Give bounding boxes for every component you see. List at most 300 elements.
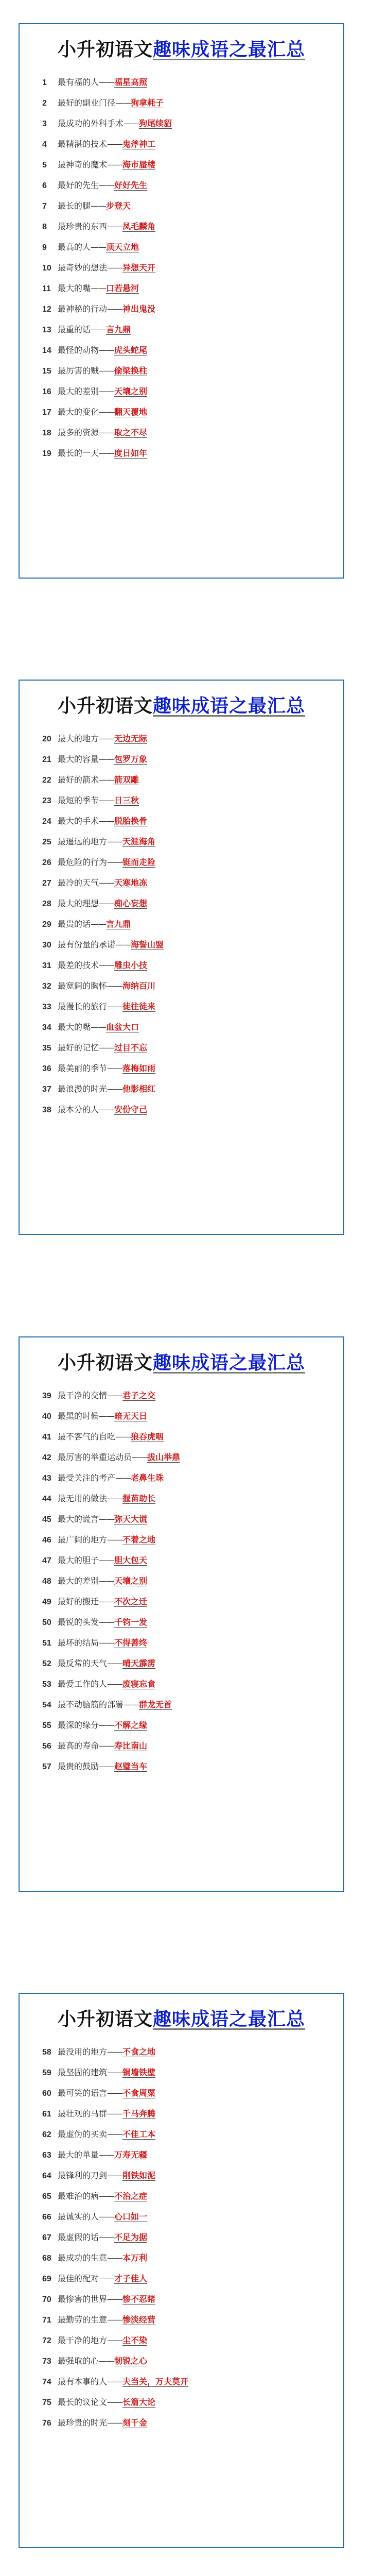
item-answer: 虎头蛇尾	[114, 345, 148, 355]
item-question: 最虚假的话	[58, 2232, 99, 2243]
item-dash: ——	[99, 448, 115, 459]
list-item	[42, 2310, 343, 2330]
list-item	[42, 2083, 343, 2104]
item-question: 最锐的头发	[58, 1617, 99, 1628]
item-question: 最厉害的贼	[58, 366, 99, 376]
item-number: 25	[42, 838, 51, 847]
title-prefix: 小升初语文	[57, 2008, 153, 2030]
item-number: 17	[42, 408, 51, 417]
list-item	[42, 2145, 343, 2165]
item-answer: 铜墙铁壁	[122, 2067, 156, 2078]
page-title	[20, 2008, 343, 2030]
item-question: 最爱工作的人	[58, 1679, 108, 1689]
list-item	[42, 196, 343, 216]
item-dash: ——	[107, 2253, 123, 2263]
item-answer: 夫当关，万夫莫开	[122, 2377, 189, 2387]
item-answer: 海誓山盟	[131, 940, 164, 950]
item-answer: 不着之地	[122, 1535, 156, 1545]
list-item	[42, 72, 343, 93]
item-answer: 天壤之别	[114, 386, 148, 397]
item-dash: ——	[107, 1494, 123, 1504]
item-dash: ——	[99, 960, 115, 971]
item-question: 最勤劳的生意	[58, 2315, 108, 2325]
list-item	[42, 1447, 343, 1468]
item-answer: 赵璧当车	[114, 1761, 148, 1772]
item-dash: ——	[99, 77, 115, 88]
item-number: 76	[42, 2419, 51, 2428]
item-answer: 狗拿耗子	[131, 98, 164, 108]
item-dash: ——	[99, 1576, 115, 1586]
item-dash: ——	[91, 283, 107, 294]
document-page	[19, 680, 344, 1235]
list-item	[42, 749, 343, 770]
item-question: 最宽阔的胸怀	[58, 981, 108, 991]
item-question: 最大的嘴	[58, 283, 91, 294]
list-item	[42, 1017, 343, 1038]
item-dash: ——	[99, 878, 115, 888]
item-answer: 君子之交	[122, 1391, 156, 1401]
item-question: 最珍贵的时光	[58, 2418, 108, 2428]
item-dash: ——	[107, 1658, 123, 1669]
list-item	[42, 914, 343, 935]
item-answer: 箭双雕	[114, 775, 139, 785]
item-number: 54	[42, 1701, 51, 1710]
item-answer: 异想天开	[122, 263, 156, 273]
item-dash: ——	[107, 2088, 123, 2098]
page-title	[20, 695, 343, 717]
item-dash: ——	[99, 1741, 115, 1751]
list-item	[42, 2371, 343, 2392]
item-number: 59	[42, 2069, 51, 2078]
list-item	[42, 1694, 343, 1715]
item-question: 最没用的地方	[58, 2047, 108, 2057]
list-item	[42, 340, 343, 361]
item-answer: 不足为据	[114, 2232, 148, 2243]
list-item	[42, 1591, 343, 1612]
item-answer: 度日如年	[114, 448, 148, 459]
item-dash: ——	[107, 837, 123, 847]
item-number: 71	[42, 2316, 51, 2325]
item-dash: ——	[107, 2335, 123, 2346]
item-dash: ——	[99, 1761, 115, 1772]
item-dash: ——	[99, 2232, 115, 2243]
item-question: 最好的记忆	[58, 1043, 99, 1053]
item-dash: ——	[99, 899, 115, 909]
item-dash: ——	[99, 1720, 115, 1731]
item-number: 7	[42, 202, 47, 211]
page-title	[20, 1352, 343, 1374]
item-dash: ——	[107, 2294, 123, 2304]
item-question: 最神秘的行动	[58, 304, 108, 314]
item-question: 最坚固的建筑	[58, 2067, 108, 2078]
item-number: 68	[42, 2254, 51, 2263]
item-question: 最冷的天气	[58, 878, 99, 888]
title-highlight: 趣味成语之最汇总	[153, 1352, 306, 1374]
item-number: 51	[42, 1639, 51, 1648]
item-question: 最贵的鼓励	[58, 1761, 99, 1772]
item-dash: ——	[107, 1084, 123, 1094]
item-question: 最大的容量	[58, 754, 99, 765]
list-item	[42, 1633, 343, 1653]
item-answer: 翻天覆地	[114, 407, 148, 417]
item-number: 30	[42, 941, 51, 950]
list-item	[42, 258, 343, 278]
list-item	[42, 1756, 343, 1777]
item-dash: ——	[107, 2171, 123, 2181]
item-number: 66	[42, 2213, 51, 2222]
item-number: 2	[42, 99, 47, 108]
item-answer: 狼吞虎咽	[131, 1432, 164, 1442]
item-dash: ——	[99, 2274, 115, 2284]
item-answer: 海纳百川	[122, 981, 156, 991]
item-dash: ——	[107, 2109, 123, 2119]
item-question: 最漫长的旅行	[58, 1002, 108, 1012]
item-number: 12	[42, 305, 51, 314]
item-dash: ——	[99, 428, 115, 438]
item-answer: 铤而走险	[122, 857, 156, 868]
item-dash: ——	[99, 1555, 115, 1566]
item-answer: 落梅如雨	[122, 1063, 156, 1074]
item-number: 57	[42, 1762, 51, 1772]
list-item	[42, 893, 343, 914]
item-dash: ——	[107, 139, 123, 149]
item-question: 最大的单量	[58, 2150, 99, 2160]
item-answer: 他影相红	[122, 1084, 156, 1094]
item-question: 最反常的天气	[58, 1658, 108, 1669]
list-item	[42, 1058, 343, 1079]
item-answer: 弥天大谎	[114, 1514, 148, 1524]
item-question: 最美丽的季节	[58, 1063, 108, 1074]
list-item	[42, 299, 343, 319]
item-number: 14	[42, 346, 51, 355]
item-dash: ——	[107, 2067, 123, 2078]
item-dash: ——	[99, 2356, 115, 2366]
item-answer: 刻千金	[122, 2418, 148, 2428]
idiom-list	[20, 728, 343, 1120]
item-question: 最本分的人	[58, 1105, 99, 1115]
item-question: 最好的副业门径	[58, 98, 116, 108]
list-item	[42, 770, 343, 790]
item-question: 最厉害的举重运动员	[58, 1452, 132, 1463]
item-question: 最诚实的人	[58, 2212, 99, 2222]
item-number: 9	[42, 243, 47, 252]
item-number: 4	[42, 140, 47, 149]
item-number: 44	[42, 1495, 51, 1504]
item-answer: 过目不忘	[114, 1043, 148, 1053]
item-question: 最广阔的地方	[58, 1535, 108, 1545]
item-answer: 万寿无疆	[114, 2150, 148, 2160]
list-item	[42, 402, 343, 422]
item-question: 最受关注的考产	[58, 1473, 116, 1483]
item-number: 52	[42, 1659, 51, 1669]
item-question: 最有福的人	[58, 77, 99, 88]
item-answer: 福星高照	[114, 77, 148, 88]
item-answer: 不得善终	[114, 1638, 148, 1648]
list-item	[42, 1079, 343, 1099]
list-item	[42, 852, 343, 873]
item-number: 61	[42, 2110, 51, 2119]
item-number: 63	[42, 2151, 51, 2160]
list-item	[42, 1736, 343, 1756]
list-item	[42, 2248, 343, 2268]
item-question: 最大的差别	[58, 1576, 99, 1586]
item-number: 19	[42, 449, 51, 459]
item-number: 67	[42, 2233, 51, 2243]
item-question: 最黑的时候	[58, 1411, 99, 1421]
item-number: 60	[42, 2089, 51, 2098]
item-number: 55	[42, 1721, 51, 1731]
item-dash: ——	[115, 940, 131, 950]
list-item	[42, 443, 343, 464]
item-answer: 惨淡经营	[122, 2315, 156, 2325]
item-dash: ——	[132, 1452, 148, 1463]
title-highlight: 趣味成语之最汇总	[153, 2008, 306, 2030]
list-item	[42, 1385, 343, 1406]
item-dash: ——	[107, 2377, 123, 2387]
item-dash: ——	[99, 2191, 115, 2201]
item-number: 65	[42, 2192, 51, 2201]
item-dash: ——	[115, 1432, 131, 1442]
item-question: 最不动脑筋的部署	[58, 1700, 124, 1710]
item-number: 5	[42, 161, 47, 170]
list-item	[42, 1530, 343, 1550]
item-question: 最危险的行为	[58, 857, 108, 868]
item-number: 42	[42, 1453, 51, 1463]
item-answer: 揠苗助长	[122, 1494, 156, 1504]
item-number: 24	[42, 817, 51, 826]
item-answer: 言九鼎	[106, 325, 131, 335]
item-question: 最有本事的人	[58, 2377, 108, 2387]
item-answer: 拔山举鼎	[147, 1452, 181, 1463]
item-answer: 晴天霹雳	[122, 1658, 156, 1669]
title-prefix: 小升初语文	[57, 1352, 153, 1374]
list-item	[42, 216, 343, 237]
item-question: 最干净的地方	[58, 2335, 108, 2346]
item-dash: ——	[99, 2150, 115, 2160]
item-number: 27	[42, 879, 51, 888]
item-answer: 包罗万象	[114, 754, 148, 765]
document-page	[19, 23, 344, 579]
item-question: 最有份量的承诺	[58, 940, 116, 950]
item-number: 33	[42, 1003, 51, 1012]
item-question: 最难治的病	[58, 2191, 99, 2201]
item-number: 28	[42, 900, 51, 909]
item-dash: ——	[99, 2212, 115, 2222]
item-answer: 海市蜃楼	[122, 160, 156, 170]
item-question: 最深的缘分	[58, 1720, 99, 1731]
item-number: 49	[42, 1598, 51, 1607]
item-answer: 暗无天日	[114, 1411, 148, 1421]
item-answer: 天涯海角	[122, 837, 156, 847]
item-question: 最长的一天	[58, 448, 99, 459]
item-question: 最成功的生意	[58, 2253, 108, 2263]
item-question: 最不客气的自吃	[58, 1432, 116, 1442]
item-dash: ——	[99, 407, 115, 417]
list-item	[42, 93, 343, 113]
list-item	[42, 1099, 343, 1120]
item-answer: 削铁如泥	[122, 2171, 156, 2181]
item-dash: ——	[99, 1597, 115, 1607]
item-number: 16	[42, 387, 51, 397]
item-dash: ——	[107, 263, 123, 273]
item-answer: 狗尾续貂	[139, 118, 172, 129]
item-answer: 尘不染	[122, 2335, 148, 2346]
item-dash: ——	[99, 1411, 115, 1421]
item-number: 58	[42, 2048, 51, 2057]
list-item	[42, 1674, 343, 1694]
list-item	[42, 2165, 343, 2186]
item-question: 最干净的交情	[58, 1391, 108, 1401]
item-answer: 无边无际	[114, 734, 148, 744]
item-question: 最大的变化	[58, 407, 99, 417]
item-dash: ——	[99, 386, 115, 397]
item-number: 3	[42, 120, 47, 129]
item-answer: 不食周粟	[122, 2088, 156, 2098]
list-item	[42, 1488, 343, 1509]
item-number: 46	[42, 1536, 51, 1545]
item-dash: ——	[107, 2129, 123, 2140]
item-question: 最差的技术	[58, 960, 99, 971]
item-answer: 寿比南山	[114, 1741, 148, 1751]
item-question: 最精湛的技术	[58, 139, 108, 149]
item-question: 最虚伪的买卖	[58, 2129, 108, 2140]
list-item	[42, 873, 343, 893]
item-dash: ——	[99, 1105, 115, 1115]
item-number: 75	[42, 2398, 51, 2408]
item-question: 最大的理想	[58, 899, 99, 909]
item-answer: 不食之地	[122, 2047, 156, 2057]
item-question: 最好的先生	[58, 180, 99, 191]
item-answer: 胆大包天	[114, 1555, 148, 1566]
item-question: 最大的胆子	[58, 1555, 99, 1566]
list-item	[42, 2042, 343, 2062]
item-question: 最无用的做法	[58, 1494, 108, 1504]
list-item	[42, 155, 343, 175]
item-dash: ——	[91, 201, 107, 211]
item-number: 43	[42, 1474, 51, 1483]
list-item	[42, 955, 343, 976]
item-dash: ——	[124, 1700, 139, 1710]
item-dash: ——	[99, 180, 115, 191]
list-item	[42, 1571, 343, 1591]
item-answer: 废寝忘食	[122, 1679, 156, 1689]
item-dash: ——	[91, 325, 107, 335]
item-number: 6	[42, 181, 47, 191]
item-number: 23	[42, 796, 51, 806]
item-answer: 长篇大论	[122, 2397, 156, 2408]
list-item	[42, 422, 343, 443]
item-answer: 老鼻生珠	[131, 1473, 164, 1483]
item-answer: 鬼斧神工	[122, 139, 156, 149]
item-question: 最大的谎言	[58, 1514, 99, 1524]
item-answer: 安份守己	[114, 1105, 148, 1115]
item-number: 47	[42, 1556, 51, 1566]
item-dash: ——	[107, 222, 123, 232]
item-dash: ——	[99, 816, 115, 826]
item-dash: ——	[99, 366, 115, 376]
item-question: 最大的差别	[58, 386, 99, 397]
list-item	[42, 361, 343, 381]
item-number: 21	[42, 755, 51, 765]
item-dash: ——	[124, 118, 139, 129]
item-number: 10	[42, 264, 51, 273]
item-number: 74	[42, 2378, 51, 2387]
list-item	[42, 2104, 343, 2124]
list-item	[42, 2413, 343, 2433]
item-number: 15	[42, 367, 51, 376]
item-number: 11	[42, 284, 51, 294]
item-number: 38	[42, 1106, 51, 1115]
list-item	[42, 1427, 343, 1447]
document-page	[19, 1336, 344, 1892]
idiom-list	[20, 2042, 343, 2433]
item-dash: ——	[107, 1002, 123, 1012]
idiom-list	[20, 1385, 343, 1777]
item-dash: ——	[99, 795, 115, 806]
list-item	[42, 935, 343, 955]
item-number: 35	[42, 1044, 51, 1053]
item-number: 48	[42, 1577, 51, 1586]
item-question: 最佳的配对	[58, 2274, 99, 2284]
list-item	[42, 2227, 343, 2248]
item-dash: ——	[99, 1514, 115, 1524]
list-item	[42, 278, 343, 299]
item-answer: 言九鼎	[106, 919, 131, 929]
item-number: 73	[42, 2357, 51, 2366]
item-dash: ——	[99, 754, 115, 765]
document-page	[19, 1993, 344, 2548]
list-item	[42, 2392, 343, 2413]
item-answer: 脱胎换骨	[114, 816, 148, 826]
item-number: 53	[42, 1680, 51, 1689]
item-answer: 不佳工本	[122, 2129, 156, 2140]
item-question: 最奇妙的想法	[58, 263, 108, 273]
item-number: 56	[42, 1742, 51, 1751]
item-dash: ——	[107, 160, 123, 170]
list-item	[42, 1653, 343, 1674]
item-dash: ——	[107, 1063, 123, 1074]
list-item	[42, 1715, 343, 1736]
item-answer: 日三秋	[114, 795, 139, 806]
item-number: 40	[42, 1412, 51, 1421]
list-item	[42, 2289, 343, 2310]
item-question: 最遥远的地方	[58, 837, 108, 847]
item-question: 最锋利的刀剑	[58, 2171, 108, 2181]
item-number: 39	[42, 1392, 51, 1401]
list-item	[42, 113, 343, 134]
item-dash: ——	[99, 734, 115, 744]
list-item	[42, 2186, 343, 2207]
item-question: 最惨害的世界	[58, 2294, 108, 2304]
list-item	[42, 811, 343, 832]
list-item	[42, 134, 343, 155]
item-number: 50	[42, 1618, 51, 1628]
list-item	[42, 996, 343, 1017]
item-dash: ——	[99, 1638, 115, 1648]
item-number: 22	[42, 776, 51, 785]
item-question: 最贵的话	[58, 919, 91, 929]
item-question: 最壮观的马群	[58, 2109, 108, 2119]
item-answer: 不解之缘	[114, 1720, 148, 1731]
item-answer: 韧锐之心	[114, 2356, 148, 2366]
item-answer: 不治之症	[114, 2191, 148, 2201]
list-item	[42, 2351, 343, 2371]
item-question: 最大的地方	[58, 734, 99, 744]
list-item	[42, 2207, 343, 2227]
list-item	[42, 832, 343, 852]
item-answer: 好好先生	[114, 180, 148, 191]
list-item	[42, 381, 343, 402]
